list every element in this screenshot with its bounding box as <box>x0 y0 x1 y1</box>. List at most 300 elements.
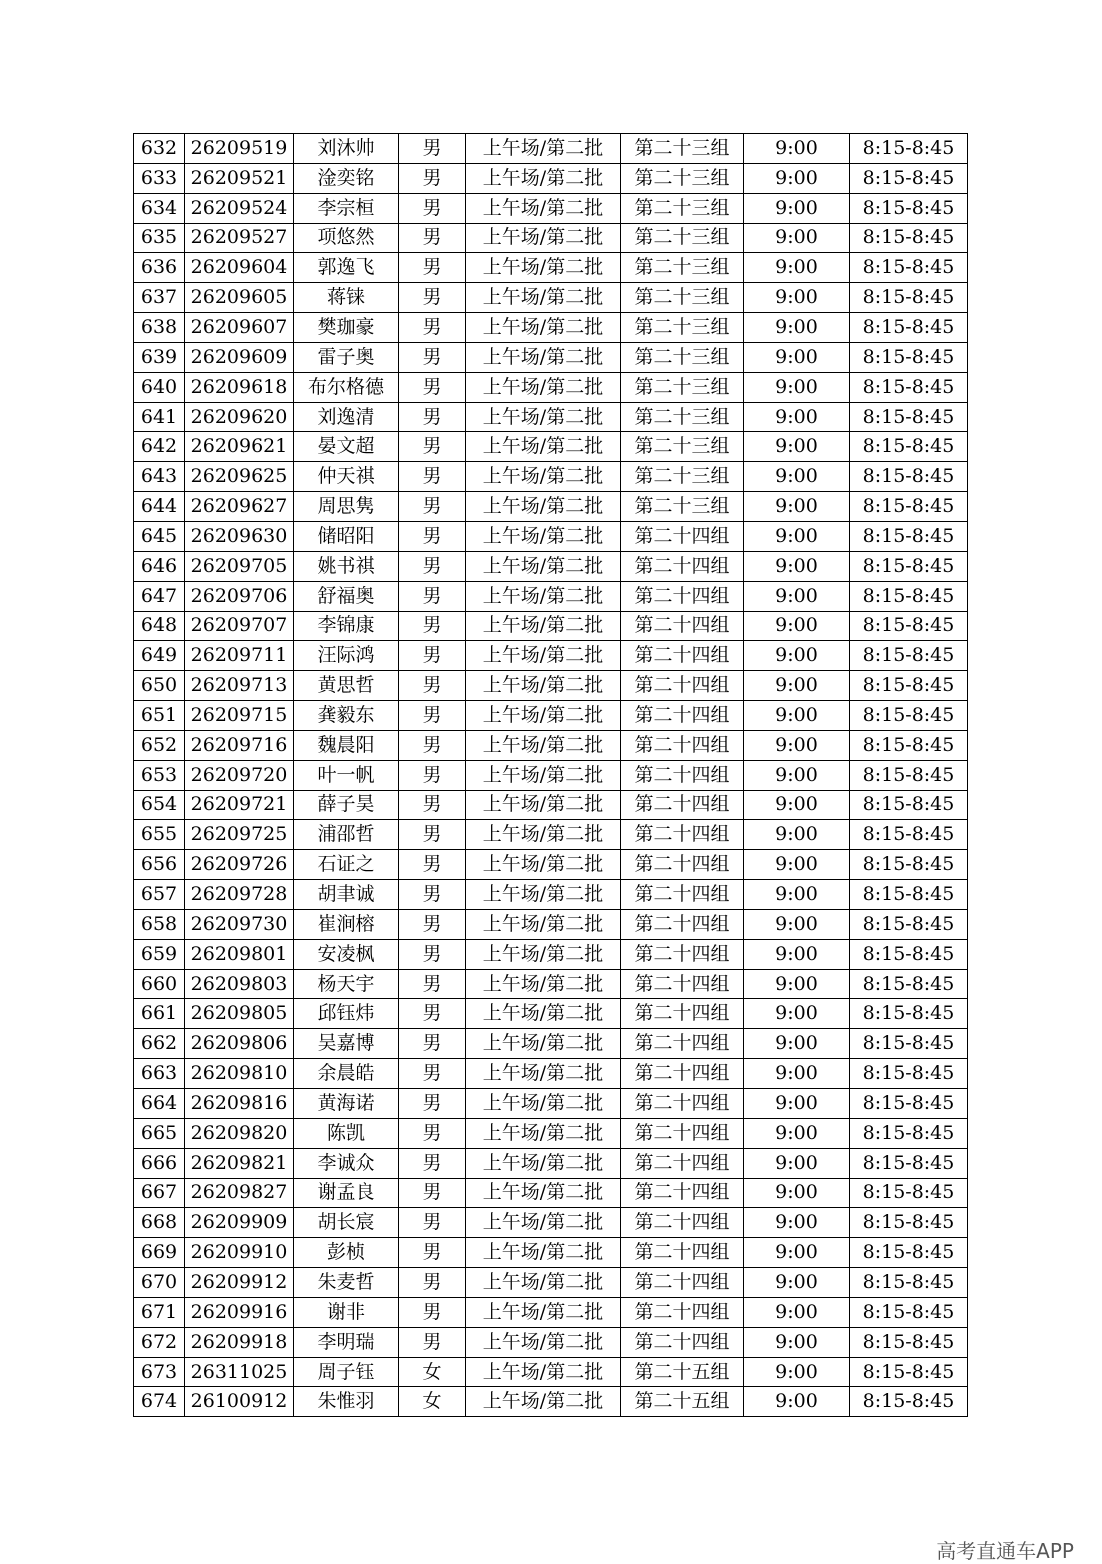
seq-cell: 662 <box>134 1029 185 1059</box>
group-cell: 第二十四组 <box>621 581 744 611</box>
session-cell: 上午场/第二批 <box>466 671 621 701</box>
group-cell: 第二十三组 <box>621 432 744 462</box>
exam-id-cell: 26209820 <box>185 1118 294 1148</box>
start-time-cell: 9:00 <box>744 492 850 522</box>
exam-id-cell: 26209715 <box>185 701 294 731</box>
seq-cell: 668 <box>134 1208 185 1238</box>
name-cell: 崔涧榕 <box>294 909 399 939</box>
session-cell: 上午场/第二批 <box>466 283 621 313</box>
start-time-cell: 9:00 <box>744 342 850 372</box>
name-cell: 李宗桓 <box>294 193 399 223</box>
group-cell: 第二十四组 <box>621 521 744 551</box>
start-time-cell: 9:00 <box>744 641 850 671</box>
exam-id-cell: 26209916 <box>185 1297 294 1327</box>
seq-cell: 670 <box>134 1268 185 1298</box>
table-row <box>134 163 968 193</box>
session-cell: 上午场/第二批 <box>466 193 621 223</box>
watermark-text: 高考直通车APP <box>936 1539 1074 1563</box>
gender-cell: 女 <box>399 1387 466 1417</box>
session-cell: 上午场/第二批 <box>466 462 621 492</box>
name-cell: 黄海诺 <box>294 1089 399 1119</box>
start-time-cell: 9:00 <box>744 1059 850 1089</box>
gender-cell: 男 <box>399 492 466 522</box>
table-row <box>134 790 968 820</box>
seq-cell: 637 <box>134 283 185 313</box>
name-cell: 周子钰 <box>294 1357 399 1387</box>
seq-cell: 657 <box>134 880 185 910</box>
group-cell: 第二十三组 <box>621 193 744 223</box>
seq-cell: 642 <box>134 432 185 462</box>
checkin-time-cell: 8:15-8:45 <box>850 432 968 462</box>
exam-id-cell: 26209621 <box>185 432 294 462</box>
checkin-time-cell: 8:15-8:45 <box>850 641 968 671</box>
group-cell: 第二十四组 <box>621 820 744 850</box>
start-time-cell: 9:00 <box>744 1238 850 1268</box>
gender-cell: 男 <box>399 701 466 731</box>
session-cell: 上午场/第二批 <box>466 1268 621 1298</box>
start-time-cell: 9:00 <box>744 432 850 462</box>
gender-cell: 男 <box>399 462 466 492</box>
table-row <box>134 223 968 253</box>
checkin-time-cell: 8:15-8:45 <box>850 223 968 253</box>
roster-table-body <box>134 134 968 1417</box>
gender-cell: 男 <box>399 909 466 939</box>
start-time-cell: 9:00 <box>744 611 850 641</box>
group-cell: 第二十三组 <box>621 342 744 372</box>
session-cell: 上午场/第二批 <box>466 760 621 790</box>
name-cell: 樊珈豪 <box>294 313 399 343</box>
group-cell: 第二十四组 <box>621 850 744 880</box>
exam-id-cell: 26100912 <box>185 1387 294 1417</box>
checkin-time-cell: 8:15-8:45 <box>850 1059 968 1089</box>
exam-id-cell: 26209527 <box>185 223 294 253</box>
name-cell: 杨天宇 <box>294 969 399 999</box>
checkin-time-cell: 8:15-8:45 <box>850 671 968 701</box>
seq-cell: 663 <box>134 1059 185 1089</box>
seq-cell: 641 <box>134 402 185 432</box>
name-cell: 刘沐帅 <box>294 134 399 164</box>
name-cell: 彭桢 <box>294 1238 399 1268</box>
gender-cell: 男 <box>399 581 466 611</box>
gender-cell: 男 <box>399 999 466 1029</box>
session-cell: 上午场/第二批 <box>466 163 621 193</box>
table-row <box>134 521 968 551</box>
seq-cell: 654 <box>134 790 185 820</box>
seq-cell: 671 <box>134 1297 185 1327</box>
name-cell: 仲天祺 <box>294 462 399 492</box>
gender-cell: 男 <box>399 1118 466 1148</box>
exam-id-cell: 26209705 <box>185 551 294 581</box>
name-cell: 汪际鸿 <box>294 641 399 671</box>
seq-cell: 656 <box>134 850 185 880</box>
session-cell: 上午场/第二批 <box>466 223 621 253</box>
seq-cell: 652 <box>134 730 185 760</box>
gender-cell: 男 <box>399 969 466 999</box>
seq-cell: 635 <box>134 223 185 253</box>
seq-cell: 650 <box>134 671 185 701</box>
exam-id-cell: 26209604 <box>185 253 294 283</box>
checkin-time-cell: 8:15-8:45 <box>850 372 968 402</box>
group-cell: 第二十三组 <box>621 462 744 492</box>
start-time-cell: 9:00 <box>744 730 850 760</box>
gender-cell: 男 <box>399 1297 466 1327</box>
gender-cell: 男 <box>399 1089 466 1119</box>
start-time-cell: 9:00 <box>744 253 850 283</box>
session-cell: 上午场/第二批 <box>466 1059 621 1089</box>
group-cell: 第二十三组 <box>621 134 744 164</box>
seq-cell: 644 <box>134 492 185 522</box>
name-cell: 石证之 <box>294 850 399 880</box>
table-row <box>134 939 968 969</box>
gender-cell: 男 <box>399 850 466 880</box>
start-time-cell: 9:00 <box>744 701 850 731</box>
start-time-cell: 9:00 <box>744 760 850 790</box>
checkin-time-cell: 8:15-8:45 <box>850 134 968 164</box>
group-cell: 第二十四组 <box>621 1148 744 1178</box>
name-cell: 刘逸清 <box>294 402 399 432</box>
exam-id-cell: 26209605 <box>185 283 294 313</box>
exam-id-cell: 26209912 <box>185 1268 294 1298</box>
group-cell: 第二十三组 <box>621 223 744 253</box>
start-time-cell: 9:00 <box>744 1327 850 1357</box>
start-time-cell: 9:00 <box>744 1387 850 1417</box>
table-row <box>134 760 968 790</box>
group-cell: 第二十四组 <box>621 1178 744 1208</box>
group-cell: 第二十四组 <box>621 1089 744 1119</box>
name-cell: 陈凯 <box>294 1118 399 1148</box>
table-row <box>134 462 968 492</box>
checkin-time-cell: 8:15-8:45 <box>850 1118 968 1148</box>
name-cell: 朱麦哲 <box>294 1268 399 1298</box>
session-cell: 上午场/第二批 <box>466 1178 621 1208</box>
start-time-cell: 9:00 <box>744 1029 850 1059</box>
gender-cell: 男 <box>399 1059 466 1089</box>
session-cell: 上午场/第二批 <box>466 730 621 760</box>
gender-cell: 男 <box>399 1238 466 1268</box>
name-cell: 胡长宸 <box>294 1208 399 1238</box>
exam-id-cell: 26209627 <box>185 492 294 522</box>
seq-cell: 639 <box>134 342 185 372</box>
gender-cell: 男 <box>399 939 466 969</box>
table-row <box>134 1238 968 1268</box>
exam-id-cell: 26209801 <box>185 939 294 969</box>
exam-id-cell: 26209618 <box>185 372 294 402</box>
name-cell: 蒋铼 <box>294 283 399 313</box>
group-cell: 第二十四组 <box>621 641 744 671</box>
gender-cell: 男 <box>399 432 466 462</box>
checkin-time-cell: 8:15-8:45 <box>850 1208 968 1238</box>
group-cell: 第二十四组 <box>621 611 744 641</box>
table-row <box>134 1178 968 1208</box>
group-cell: 第二十三组 <box>621 163 744 193</box>
session-cell: 上午场/第二批 <box>466 372 621 402</box>
seq-cell: 636 <box>134 253 185 283</box>
start-time-cell: 9:00 <box>744 462 850 492</box>
start-time-cell: 9:00 <box>744 880 850 910</box>
checkin-time-cell: 8:15-8:45 <box>850 820 968 850</box>
exam-id-cell: 26209620 <box>185 402 294 432</box>
table-row <box>134 701 968 731</box>
group-cell: 第二十四组 <box>621 1029 744 1059</box>
name-cell: 胡聿诚 <box>294 880 399 910</box>
checkin-time-cell: 8:15-8:45 <box>850 1357 968 1387</box>
exam-id-cell: 26209524 <box>185 193 294 223</box>
seq-cell: 669 <box>134 1238 185 1268</box>
seq-cell: 634 <box>134 193 185 223</box>
exam-id-cell: 26209521 <box>185 163 294 193</box>
seq-cell: 673 <box>134 1357 185 1387</box>
session-cell: 上午场/第二批 <box>466 581 621 611</box>
seq-cell: 645 <box>134 521 185 551</box>
session-cell: 上午场/第二批 <box>466 939 621 969</box>
checkin-time-cell: 8:15-8:45 <box>850 1387 968 1417</box>
table-row <box>134 432 968 462</box>
gender-cell: 男 <box>399 402 466 432</box>
name-cell: 魏晨阳 <box>294 730 399 760</box>
session-cell: 上午场/第二批 <box>466 1089 621 1119</box>
gender-cell: 男 <box>399 611 466 641</box>
name-cell: 浦邵哲 <box>294 820 399 850</box>
exam-id-cell: 26209707 <box>185 611 294 641</box>
exam-id-cell: 26209519 <box>185 134 294 164</box>
table-row <box>134 1327 968 1357</box>
start-time-cell: 9:00 <box>744 551 850 581</box>
gender-cell: 男 <box>399 730 466 760</box>
name-cell: 郭逸飞 <box>294 253 399 283</box>
start-time-cell: 9:00 <box>744 999 850 1029</box>
exam-id-cell: 26209816 <box>185 1089 294 1119</box>
roster-table <box>133 133 968 1417</box>
gender-cell: 男 <box>399 760 466 790</box>
group-cell: 第二十五组 <box>621 1357 744 1387</box>
checkin-time-cell: 8:15-8:45 <box>850 521 968 551</box>
checkin-time-cell: 8:15-8:45 <box>850 253 968 283</box>
session-cell: 上午场/第二批 <box>466 1357 621 1387</box>
name-cell: 淦奕铭 <box>294 163 399 193</box>
exam-id-cell: 26209806 <box>185 1029 294 1059</box>
start-time-cell: 9:00 <box>744 1178 850 1208</box>
session-cell: 上午场/第二批 <box>466 1148 621 1178</box>
seq-cell: 667 <box>134 1178 185 1208</box>
start-time-cell: 9:00 <box>744 163 850 193</box>
checkin-time-cell: 8:15-8:45 <box>850 1297 968 1327</box>
table-row <box>134 611 968 641</box>
start-time-cell: 9:00 <box>744 1118 850 1148</box>
group-cell: 第二十三组 <box>621 372 744 402</box>
group-cell: 第二十四组 <box>621 880 744 910</box>
name-cell: 邱钰炜 <box>294 999 399 1029</box>
seq-cell: 660 <box>134 969 185 999</box>
name-cell: 吴嘉博 <box>294 1029 399 1059</box>
group-cell: 第二十四组 <box>621 760 744 790</box>
start-time-cell: 9:00 <box>744 820 850 850</box>
start-time-cell: 9:00 <box>744 969 850 999</box>
exam-id-cell: 26209827 <box>185 1178 294 1208</box>
name-cell: 薛子昊 <box>294 790 399 820</box>
table-row <box>134 1118 968 1148</box>
group-cell: 第二十三组 <box>621 313 744 343</box>
group-cell: 第二十三组 <box>621 402 744 432</box>
start-time-cell: 9:00 <box>744 671 850 701</box>
gender-cell: 男 <box>399 820 466 850</box>
checkin-time-cell: 8:15-8:45 <box>850 1327 968 1357</box>
name-cell: 李诚众 <box>294 1148 399 1178</box>
group-cell: 第二十四组 <box>621 1327 744 1357</box>
session-cell: 上午场/第二批 <box>466 521 621 551</box>
checkin-time-cell: 8:15-8:45 <box>850 939 968 969</box>
start-time-cell: 9:00 <box>744 790 850 820</box>
gender-cell: 男 <box>399 1208 466 1238</box>
exam-id-cell: 26209607 <box>185 313 294 343</box>
group-cell: 第二十四组 <box>621 969 744 999</box>
session-cell: 上午场/第二批 <box>466 253 621 283</box>
seq-cell: 661 <box>134 999 185 1029</box>
session-cell: 上午场/第二批 <box>466 1297 621 1327</box>
exam-id-cell: 26209918 <box>185 1327 294 1357</box>
name-cell: 舒福奥 <box>294 581 399 611</box>
checkin-time-cell: 8:15-8:45 <box>850 283 968 313</box>
table-row <box>134 820 968 850</box>
exam-id-cell: 26209730 <box>185 909 294 939</box>
table-row <box>134 1029 968 1059</box>
exam-id-cell: 26209625 <box>185 462 294 492</box>
name-cell: 余晨皓 <box>294 1059 399 1089</box>
gender-cell: 男 <box>399 253 466 283</box>
exam-id-cell: 26209609 <box>185 342 294 372</box>
session-cell: 上午场/第二批 <box>466 1118 621 1148</box>
table-row <box>134 1148 968 1178</box>
session-cell: 上午场/第二批 <box>466 551 621 581</box>
seq-cell: 646 <box>134 551 185 581</box>
checkin-time-cell: 8:15-8:45 <box>850 1268 968 1298</box>
checkin-time-cell: 8:15-8:45 <box>850 701 968 731</box>
start-time-cell: 9:00 <box>744 939 850 969</box>
name-cell: 谢非 <box>294 1297 399 1327</box>
table-row <box>134 641 968 671</box>
start-time-cell: 9:00 <box>744 850 850 880</box>
start-time-cell: 9:00 <box>744 521 850 551</box>
seq-cell: 643 <box>134 462 185 492</box>
start-time-cell: 9:00 <box>744 1297 850 1327</box>
session-cell: 上午场/第二批 <box>466 1327 621 1357</box>
seq-cell: 651 <box>134 701 185 731</box>
checkin-time-cell: 8:15-8:45 <box>850 1238 968 1268</box>
checkin-time-cell: 8:15-8:45 <box>850 790 968 820</box>
exam-id-cell: 26209711 <box>185 641 294 671</box>
gender-cell: 男 <box>399 163 466 193</box>
seq-cell: 665 <box>134 1118 185 1148</box>
session-cell: 上午场/第二批 <box>466 611 621 641</box>
table-row <box>134 1297 968 1327</box>
table-row <box>134 492 968 522</box>
group-cell: 第二十四组 <box>621 730 744 760</box>
exam-id-cell: 26209803 <box>185 969 294 999</box>
seq-cell: 658 <box>134 909 185 939</box>
name-cell: 黄思哲 <box>294 671 399 701</box>
table-row <box>134 969 968 999</box>
table-row <box>134 909 968 939</box>
gender-cell: 男 <box>399 372 466 402</box>
seq-cell: 640 <box>134 372 185 402</box>
start-time-cell: 9:00 <box>744 1208 850 1238</box>
checkin-time-cell: 8:15-8:45 <box>850 581 968 611</box>
name-cell: 储昭阳 <box>294 521 399 551</box>
gender-cell: 男 <box>399 521 466 551</box>
session-cell: 上午场/第二批 <box>466 1238 621 1268</box>
checkin-time-cell: 8:15-8:45 <box>850 551 968 581</box>
group-cell: 第二十三组 <box>621 492 744 522</box>
group-cell: 第二十四组 <box>621 1208 744 1238</box>
gender-cell: 男 <box>399 1178 466 1208</box>
gender-cell: 男 <box>399 790 466 820</box>
seq-cell: 638 <box>134 313 185 343</box>
start-time-cell: 9:00 <box>744 1089 850 1119</box>
session-cell: 上午场/第二批 <box>466 134 621 164</box>
start-time-cell: 9:00 <box>744 283 850 313</box>
table-row <box>134 999 968 1029</box>
checkin-time-cell: 8:15-8:45 <box>850 492 968 522</box>
exam-id-cell: 26209909 <box>185 1208 294 1238</box>
table-row <box>134 581 968 611</box>
seq-cell: 633 <box>134 163 185 193</box>
gender-cell: 男 <box>399 134 466 164</box>
gender-cell: 男 <box>399 283 466 313</box>
seq-cell: 655 <box>134 820 185 850</box>
start-time-cell: 9:00 <box>744 909 850 939</box>
gender-cell: 男 <box>399 342 466 372</box>
checkin-time-cell: 8:15-8:45 <box>850 760 968 790</box>
start-time-cell: 9:00 <box>744 134 850 164</box>
name-cell: 安凌枫 <box>294 939 399 969</box>
name-cell: 谢孟良 <box>294 1178 399 1208</box>
gender-cell: 男 <box>399 1029 466 1059</box>
checkin-time-cell: 8:15-8:45 <box>850 611 968 641</box>
seq-cell: 672 <box>134 1327 185 1357</box>
name-cell: 雷子奥 <box>294 342 399 372</box>
group-cell: 第二十四组 <box>621 1059 744 1089</box>
checkin-time-cell: 8:15-8:45 <box>850 909 968 939</box>
group-cell: 第二十四组 <box>621 551 744 581</box>
name-cell: 朱惟羽 <box>294 1387 399 1417</box>
start-time-cell: 9:00 <box>744 402 850 432</box>
group-cell: 第二十五组 <box>621 1387 744 1417</box>
session-cell: 上午场/第二批 <box>466 342 621 372</box>
gender-cell: 男 <box>399 223 466 253</box>
name-cell: 李明瑞 <box>294 1327 399 1357</box>
group-cell: 第二十四组 <box>621 939 744 969</box>
session-cell: 上午场/第二批 <box>466 641 621 671</box>
session-cell: 上午场/第二批 <box>466 313 621 343</box>
exam-id-cell: 26209728 <box>185 880 294 910</box>
start-time-cell: 9:00 <box>744 1357 850 1387</box>
checkin-time-cell: 8:15-8:45 <box>850 969 968 999</box>
checkin-time-cell: 8:15-8:45 <box>850 163 968 193</box>
checkin-time-cell: 8:15-8:45 <box>850 730 968 760</box>
table-row <box>134 283 968 313</box>
session-cell: 上午场/第二批 <box>466 432 621 462</box>
exam-id-cell: 26209821 <box>185 1148 294 1178</box>
checkin-time-cell: 8:15-8:45 <box>850 193 968 223</box>
start-time-cell: 9:00 <box>744 193 850 223</box>
table-row <box>134 730 968 760</box>
seq-cell: 674 <box>134 1387 185 1417</box>
session-cell: 上午场/第二批 <box>466 701 621 731</box>
gender-cell: 男 <box>399 1327 466 1357</box>
table-row <box>134 1089 968 1119</box>
table-row <box>134 313 968 343</box>
exam-id-cell: 26209725 <box>185 820 294 850</box>
checkin-time-cell: 8:15-8:45 <box>850 1178 968 1208</box>
